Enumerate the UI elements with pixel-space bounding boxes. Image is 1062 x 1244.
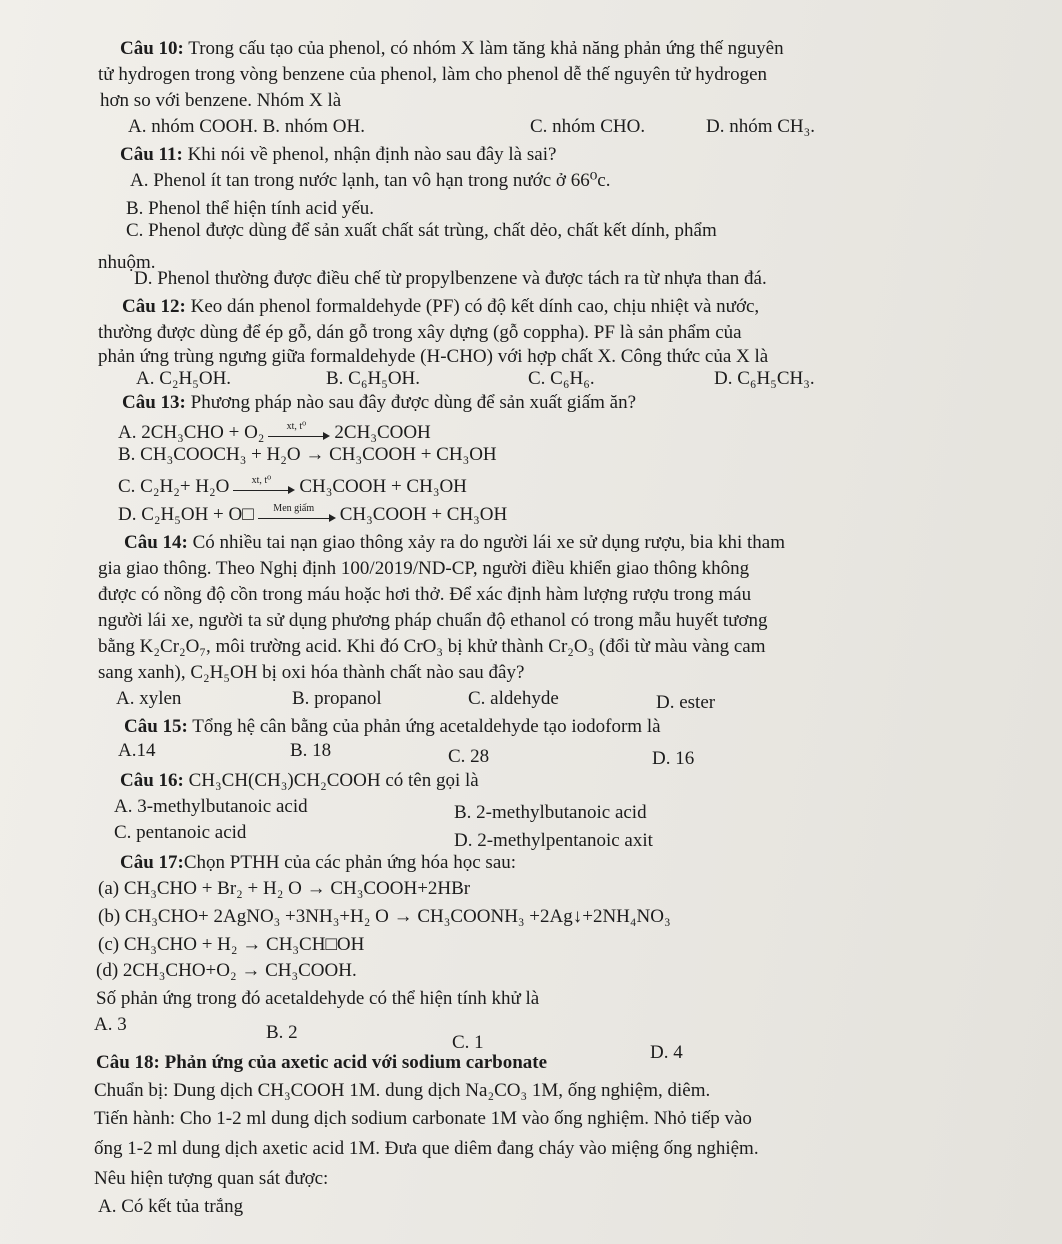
q13-option-d: D. C₂H₅OH + O□ Men giấm CH₃COOH + CH₃OH [118, 502, 508, 525]
q17-option-a: A. 3 [94, 1014, 127, 1035]
q16-option-d: D. 2-methylpentanoic axit [454, 830, 653, 851]
q12-line2: thường được dùng để ép gỗ, dán gỗ trong xây dựng (gỗ coppha). PF là sản phẩm của [98, 322, 742, 343]
q14-line3: được có nồng độ cồn trong máu hoặc hơi thở. Để xác định hàm lượng rượu trong máu [98, 584, 752, 605]
q17-reaction-c: (c) CH₃CHO + H₂ → CH₃CH□OH [98, 934, 365, 955]
q17-option-b: B. 2 [266, 1022, 298, 1043]
q17-question: Số phản ứng trong đó acetaldehyde có thể hiện tính khử là [96, 988, 540, 1009]
q18-line4: Nêu hiện tượng quan sát được: [94, 1168, 329, 1189]
q12-option-b: B. C₆H₅OH. [326, 368, 421, 389]
q11-option-d: D. Phenol thường được điều chế từ propylbenzene và được tách ra từ nhựa than đá. [134, 268, 767, 289]
reaction-arrow: Men giấm [258, 509, 336, 523]
q11-stem: Câu 11: Khi nói về phenol, nhận định nào sau đây là sai? [120, 144, 557, 165]
q14-line4: người lái xe, người ta sử dụng phương pháp chuẩn độ ethanol có trong mẫu huyết tương [98, 610, 768, 631]
q12-option-a: A. C₂H₅OH. [136, 368, 232, 389]
q16-option-b: B. 2-methylbutanoic acid [454, 802, 647, 823]
q12-line1: Câu 12: Keo dán phenol formaldehyde (PF) có độ kết dính cao, chịu nhiệt và nước, [122, 296, 760, 317]
reaction-arrow: xt, t⁰ [268, 427, 330, 441]
q17-reaction-d: (d) 2CH₃CHO+O₂ → CH₃COOH. [96, 960, 357, 981]
q17-stem: Câu 17:Chọn PTHH của các phản ứng hóa học sau: [120, 852, 517, 873]
q18-line3: ống 1-2 ml dung dịch axetic acid 1M. Đưa que diêm đang cháy vào miệng ống nghiệm. [94, 1138, 759, 1159]
q14-option-a: A. xylen [116, 688, 182, 709]
q10-option-d: D. nhóm CH₃. [706, 116, 816, 137]
q14-line2: gia giao thông. Theo Nghị định 100/2019/ND-CP, người điều khiển giao thông không [98, 558, 750, 579]
q14-line5: bằng K₂Cr₂O₇, môi trường acid. Khi đó CrO₃ bị khử thành Cr₂O₃ (đổi từ màu vàng cam [98, 636, 766, 657]
reaction-arrow: xt, t⁰ [233, 481, 295, 495]
q17-reaction-a: (a) CH₃CHO + Br₂ + H₂ O → CH₃COOH+2HBr [98, 878, 471, 899]
q15-option-a: A.14 [118, 740, 156, 761]
q17-reaction-b: (b) CH₃CHO+ 2AgNO₃ +3NH₃+H₂ O → CH₃COONH₃ +2Ag↓+2NH₄NO₃ [98, 906, 671, 927]
q18-stem: Câu 18: Phản ứng của axetic acid với sodium carbonate [96, 1052, 548, 1073]
q14-option-c: C. aldehyde [468, 688, 559, 709]
q15-stem: Câu 15: Tổng hệ cân bằng của phản ứng acetaldehyde tạo iodoform là [124, 716, 661, 737]
q16-option-c: C. pentanoic acid [114, 822, 247, 843]
q13-stem: Câu 13: Phương pháp nào sau đây được dùng để sản xuất giấm ăn? [122, 392, 637, 413]
q17-option-d: D. 4 [650, 1042, 683, 1063]
q11-option-a: A. Phenol ít tan trong nước lạnh, tan vô hạn trong nước ở 66⁰c. [130, 170, 611, 191]
q14-line1: Câu 14: Có nhiều tai nạn giao thông xảy ra do người lái xe sử dụng rượu, bia khi tham [124, 532, 786, 553]
q15-option-d: D. 16 [652, 748, 695, 769]
q12-option-c: C. C₆H₆. [528, 368, 595, 389]
q12-line3: phản ứng trùng ngưng giữa formaldehyde (H-CHO) với hợp chất X. Công thức của X là [98, 346, 769, 367]
q10-option-a: A. nhóm COOH. B. nhóm OH. [128, 116, 365, 137]
q10-line1: Câu 10: Trong cấu tạo của phenol, có nhóm X làm tăng khả năng phản ứng thế nguyên [120, 38, 784, 59]
q13-option-c: C. C₂H₂+ H₂O xt, t⁰ CH₃COOH + CH₃OH [118, 474, 467, 497]
q12-option-d: D. C₆H₅CH₃. [714, 368, 815, 389]
q14-option-b: B. propanol [292, 688, 382, 709]
q18-line2: Tiến hành: Cho 1-2 ml dung dịch sodium carbonate 1M vào ống nghiệm. Nhỏ tiếp vào [94, 1108, 752, 1129]
q17-option-c: C. 1 [452, 1032, 484, 1053]
q11-option-c-cont: nhuộm. [98, 252, 156, 273]
q10-line3: hơn so với benzene. Nhóm X là [100, 90, 342, 111]
q10-option-c: C. nhóm CHO. [530, 116, 646, 137]
q16-option-a: A. 3-methylbutanoic acid [114, 796, 308, 817]
q11-option-c: C. Phenol được dùng để sản xuất chất sát trùng, chất dẻo, chất kết dính, phẩm [126, 220, 717, 241]
q18-line1: Chuẩn bị: Dung dịch CH₃COOH 1M. dung dịch Na₂CO₃ 1M, ống nghiệm, diêm. [94, 1080, 711, 1101]
q11-option-b: B. Phenol thể hiện tính acid yếu. [126, 198, 375, 219]
q15-option-b: B. 18 [290, 740, 332, 761]
q16-stem: Câu 16: CH₃CH(CH₃)CH₂COOH có tên gọi là [120, 770, 479, 791]
q15-option-c: C. 28 [448, 746, 490, 767]
q14-option-d: D. ester [656, 692, 716, 713]
q13-option-b: B. CH₃COOCH₃ + H₂O → CH₃COOH + CH₃OH [118, 444, 497, 465]
q10-line2: tử hydrogen trong vòng benzene của phenol, làm cho phenol dễ thế nguyên tử hydrogen [98, 64, 768, 85]
q14-line6: sang xanh), C₂H₅OH bị oxi hóa thành chất nào sau đây? [98, 662, 525, 683]
q13-option-a: A. 2CH₃CHO + O₂ xt, t⁰ 2CH₃COOH [118, 420, 431, 443]
q18-option-a: A. Có kết tủa trắng [98, 1196, 244, 1217]
